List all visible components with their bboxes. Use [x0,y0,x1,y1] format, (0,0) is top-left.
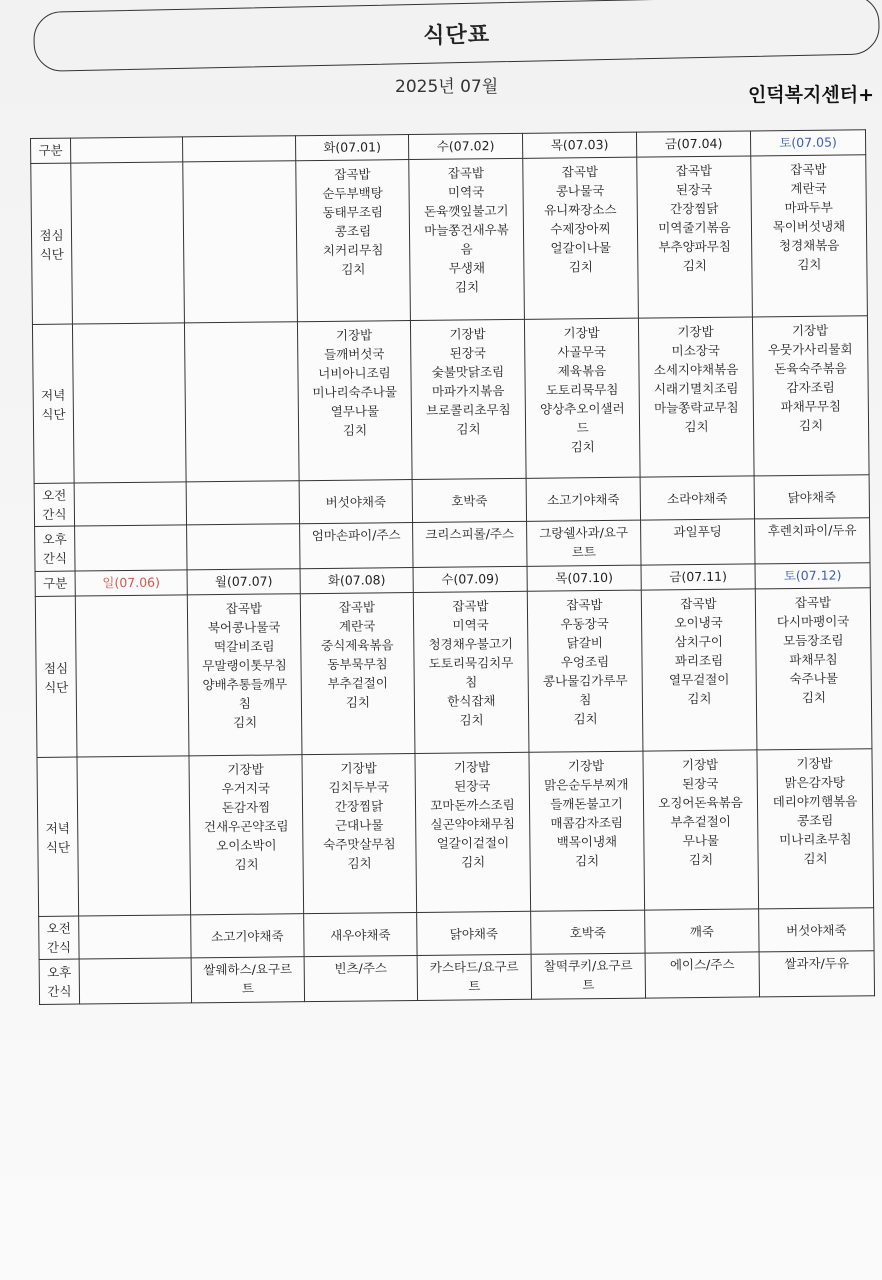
menu-item: 무생채 [448,260,486,276]
menu-item: 르트 [571,544,597,560]
am-cell-wed [417,911,531,955]
dinner-cell-fri [638,317,754,477]
menu-item: 꽈리조림 [674,652,724,669]
dinner-cell-sat [757,749,874,909]
am-cell-fri [645,909,759,953]
menu-item: 김치 [570,439,595,455]
lunch-cell-wed [409,158,525,320]
menu-item: 닭갈비 [566,635,604,651]
dinner-cell-thu [524,318,640,478]
menu-item: 깨죽 [689,923,714,939]
menu-item: 콩나물김가루무 [542,672,628,689]
menu-item: 청경채볶음 [778,237,840,254]
menu-item: 잡곡밥 [452,598,489,614]
pm-cell-thu [527,520,641,566]
pm-row [39,951,874,1005]
am-cell-thu [531,910,645,954]
row-label-text: 간식 [46,939,72,955]
pm-cell-fri [645,952,759,998]
am-cell-fri [640,476,754,520]
menu-item: 양상추오이샐러 [540,400,625,417]
am-cell-thu [526,477,640,521]
am-cell-mon [191,914,304,958]
date-header-sat: 토(07.05) [750,130,865,156]
menu-item: 김치 [684,418,709,435]
date-header-tue: 화(07.01) [295,135,408,161]
menu-item: 된장국 [675,181,713,198]
pm-cell-sun [79,958,191,1004]
menu-item: 돈감자찜 [221,799,271,816]
menu-item: 수제장아찌 [550,220,611,237]
menu-item: 잡곡밥 [794,594,832,611]
menu-item: 기장밥 [567,758,605,774]
pm-cell-tue [304,955,417,1001]
menu-item: 북어콩나물국 [207,619,281,636]
menu-item: 맑은감자탕 [784,774,846,791]
am-cell-tue [304,912,417,956]
row-label-text: 식단 [44,679,69,695]
menu-item: 한식잡채 [447,693,496,709]
menu-item: 콩나물국 [555,182,605,199]
am-cell-wed [412,478,526,522]
menu-item: 김치 [574,853,600,869]
lunch-label [31,163,73,324]
row-label-text: 식단 [41,406,66,422]
menu-item: 모듬장조림 [783,632,844,649]
dinner-cell-wed [415,752,531,912]
menu-item: 떡갈비조림 [214,638,275,655]
menu-item: 새우야채죽 [330,926,391,943]
date-header-thu: 목(07.10) [527,565,641,591]
row-label-text: 식단 [45,839,71,855]
menu-item: 김치 [342,422,368,438]
pm-cell-mon [187,524,300,570]
menu-item: 소고기야채죽 [547,491,620,508]
menu-item: 기장밥 [340,760,377,776]
row-label-text: 저녁 [45,820,70,836]
menu-item: 마파가지볶음 [431,383,505,399]
menu-item: 잡곡밥 [225,600,263,616]
menu-item: 동부묵무침 [327,656,388,672]
menu-item: 쌀웨하스/요구르 [203,961,293,978]
pm-cell-sat [755,518,870,564]
row-label-text: 오전 [42,487,67,503]
dinner-row [37,749,874,917]
menu-item: 김치 [456,421,481,437]
menu-item: 쌀과자/두유 [784,955,850,972]
dinner-cell-mon [184,322,299,482]
menu-item: 돈육깻잎불고기 [423,202,509,219]
menu-item: 잡곡밥 [561,164,599,180]
menu-item: 브로콜리초무침 [426,401,511,418]
menu-item: 김치 [803,850,828,866]
menu-item: 카스타드/요구르 [429,958,519,975]
menu-item: 실곤약야채무침 [430,815,516,832]
menu-item: 간장찜닭 [334,798,384,814]
menu-item: 기장밥 [791,322,829,339]
dinner-cell-fri [643,750,759,910]
meal-table [30,129,875,1005]
menu-item: 동태무조림 [322,204,384,220]
lunch-cell-fri [637,156,753,318]
date-header-sun: 일(07.06) [75,570,187,596]
menu-item: 트 [241,980,255,996]
menu-item: 트 [582,977,595,993]
menu-item: 부추겉절이 [327,675,388,691]
lunch-label [35,596,77,757]
dinner-cell-sat [752,316,869,476]
menu-item: 치커리무침 [322,242,384,258]
menu-item: 김치 [345,694,371,710]
menu-item: 오이냉국 [674,614,723,631]
pm-cell-wed [417,954,531,1000]
am-cell-sat [759,908,874,952]
menu-item: 숙주맛살무침 [323,836,396,852]
gubun-label: 구분 [35,571,75,596]
menu-item: 우엉조림 [560,653,610,670]
date-header-mon: 월(07.07) [187,569,300,595]
row-label-text: 간식 [47,983,72,999]
dinner-row [32,316,869,484]
menu-item: 김치 [341,261,366,277]
menu-item: 도토리묵김치무 [428,654,514,671]
date-header-wed: 수(07.02) [408,133,522,159]
menu-item: 트 [468,978,481,994]
menu-item: 무나물 [682,832,720,849]
pm-cell-thu [531,953,645,999]
menu-item: 삼치구이 [674,633,724,650]
menu-item: 된장국 [682,775,719,792]
menu-item: 얼갈이나물 [550,239,611,256]
menu-item: 오징어돈육볶음 [658,794,743,811]
lunch-cell-tue [296,160,411,322]
pm-cell-mon [191,957,304,1003]
lunch-cell-mon [183,161,298,323]
menu-item: 미역국 [452,617,489,633]
menu-item: 미나리초무침 [779,831,852,848]
date-header-sat: 토(07.12) [755,563,870,589]
menu-item: 김치 [797,256,822,272]
menu-item: 시래기멸치조림 [653,380,739,397]
menu-item: 기장밥 [453,759,491,775]
menu-item: 김치 [573,711,598,727]
menu-item: 침 [579,692,592,708]
menu-item: 소세지야채볶음 [653,361,739,378]
month-subtitle: 2025년 07월 [395,77,499,97]
row-label-text: 점심 [39,227,64,243]
lunch-cell-thu [523,157,639,319]
lunch-cell-fri [641,589,757,751]
date-header-wed: 수(07.09) [413,566,527,592]
menu-item: 김치 [568,259,594,275]
date-header-mon [182,136,295,162]
menu-item: 후렌치파이/두유 [767,522,857,539]
dinner-cell-sun [72,323,186,483]
menu-item: 에이스/주스 [669,956,735,973]
menu-item: 마늘쫑락교무침 [654,399,739,416]
menu-item: 근대나물 [334,817,384,833]
menu-item: 마늘쫑건새우볶 [424,221,509,238]
menu-item: 김치 [798,417,824,433]
menu-item: 감자조림 [786,379,835,396]
menu-item: 마파두부 [784,199,834,216]
menu-item: 데리야끼햄볶음 [772,793,858,810]
menu-item: 사골무국 [557,343,607,360]
menu-item: 양배추통들깨무 [202,676,288,693]
menu-item: 매콤감자조림 [550,814,623,831]
menu-item: 꼬마돈까스조림 [430,796,515,813]
menu-item: 김치 [460,854,486,870]
menu-item: 콩조림 [796,812,834,829]
lunch-cell-sun [75,595,189,757]
menu-item: 기장밥 [677,323,714,340]
menu-item: 너비아니조림 [318,365,391,381]
menu-item: 무말랭이톳무침 [202,657,287,674]
menu-item: 잡곡밥 [675,162,713,179]
pm-cell-sat [759,951,874,997]
am-cell-sun [79,915,191,959]
menu-item: 김치 [454,279,480,295]
menu-item: 잡곡밥 [680,595,717,612]
menu-item: 된장국 [454,778,491,794]
menu-item: 부추겉절이 [670,813,731,830]
menu-item: 순두부백탕 [322,185,383,201]
menu-item: 침 [238,695,252,711]
dinner-cell-wed [410,319,526,479]
date-header-thu: 목(07.03) [522,132,636,158]
pm-cell-wed [413,521,527,567]
gubun-label: 구분 [31,138,71,163]
menu-item: 과일푸딩 [673,523,722,540]
menu-item: 콩조림 [334,223,372,239]
menu-item: 다시마팽이국 [776,613,850,630]
menu-item: 돈육숙주볶음 [774,360,847,377]
dinner-cell-tue [302,754,417,914]
pm-cell-tue [300,523,413,569]
dinner-cell-sun [77,756,191,916]
menu-item: 김치 [234,856,259,872]
title-frame [33,0,880,72]
menu-item: 기장밥 [796,755,833,772]
menu-item: 닭야채죽 [787,489,837,505]
menu-item: 건새우곤약조림 [203,818,289,835]
row-label-text: 오후 [42,531,67,547]
menu-item: 간장찜닭 [670,200,719,217]
menu-item: 제육볶음 [557,362,607,379]
dinner-cell-mon [189,755,304,915]
menu-item: 유니짜장소스 [543,201,617,218]
menu-item: 백목이냉채 [556,833,618,850]
menu-item: 숙주나물 [789,670,838,687]
pm-label [35,526,75,571]
menu-item: 숯불맛닭조림 [431,364,505,380]
am-cell-mon [186,481,299,525]
menu-item: 드 [576,420,589,436]
lunch-cell-sat [755,588,872,750]
menu-item: 얼갈이겉절이 [436,835,510,851]
row-label-text: 점심 [43,660,69,676]
menu-item: 김치두부국 [328,779,390,795]
lunch-cell-wed [413,591,529,753]
center-name: 인덕복지센터+ [747,84,874,106]
menu-item: 버섯야채죽 [325,493,387,510]
menu-item: 들깨돈불고기 [550,795,623,812]
menu-item: 크리스피롤/주스 [425,525,515,542]
am-label [34,483,74,526]
dinner-cell-thu [529,751,645,911]
menu-item: 김치 [801,689,827,705]
menu-item: 계란국 [790,180,827,197]
row-label-text: 오전 [46,920,71,936]
menu-item: 미역국 [447,184,485,200]
menu-item: 호박죽 [569,924,607,940]
lunch-cell-mon [187,594,302,756]
menu-item: 잡곡밥 [566,597,603,613]
date-header-fri: 금(07.11) [641,564,755,590]
menu-item: 열무겉절이 [668,671,730,688]
menu-item: 된장국 [449,345,486,361]
menu-item: 청경채우불고기 [428,635,514,652]
menu-item: 들깨버섯국 [324,346,385,362]
page-title: 식단표 [422,21,491,49]
menu-item: 침 [465,674,478,690]
am-cell-sun [74,482,186,526]
pm-cell-fri [641,519,755,565]
menu-item: 미나리숙주나물 [312,384,398,401]
menu-item: 파채무무침 [780,398,842,415]
menu-item: 맑은순두부찌개 [543,776,629,793]
dinner-label [37,757,79,916]
lunch-cell-sat [751,155,868,317]
dinner-cell-tue [297,321,412,481]
date-header-fri: 금(07.04) [636,131,750,157]
date-header-sun [71,137,183,163]
menu-item: 호박죽 [451,492,488,509]
menu-item: 미소장국 [671,342,720,359]
menu-item: 계란국 [338,618,376,634]
menu-item: 기장밥 [449,326,486,342]
row-label-text: 간식 [42,550,68,566]
menu-item: 오이소박이 [216,837,277,854]
menu-item: 열무나물 [330,403,380,419]
pm-label [39,959,79,1004]
menu-item: 도토리묵무침 [545,381,619,398]
lunch-row [31,155,868,325]
menu-item: 기장밥 [563,325,600,341]
menu-item: 김치 [459,712,484,728]
menu-item: 기장밥 [335,327,373,343]
row-label-text: 저녁 [41,387,66,403]
menu-item: 버섯야채죽 [786,921,847,938]
menu-item: 김치 [688,851,714,868]
menu-item: 중식제육볶음 [321,637,394,653]
row-label-text: 식단 [39,246,64,262]
menu-item: 엄마손파이/주스 [311,527,401,544]
menu-item: 목이버섯냉채 [772,218,846,235]
dinner-label [32,324,74,483]
menu-item: 소라야채죽 [667,490,728,506]
lunch-cell-tue [300,593,415,755]
lunch-row [35,588,872,758]
menu-item: 그랑쉘사과/요구 [539,524,629,541]
menu-item: 기장밥 [681,756,719,773]
menu-item: 찰떡쿠키/요구르 [543,957,633,974]
menu-item: 김치 [687,690,712,707]
menu-item: 우뭇가사리물회 [767,341,853,358]
menu-item: 잡곡밥 [334,166,371,182]
meal-sheet [30,129,874,1005]
menu-item: 우동장국 [560,615,609,632]
menu-item: 잡곡밥 [338,599,376,615]
menu-item: 부추양파무침 [658,238,731,255]
row-label-text: 오후 [47,964,72,980]
menu-item: 잡곡밥 [790,161,827,178]
menu-item: 음 [460,241,473,257]
menu-item: 미역줄기볶음 [658,219,731,236]
menu-item: 닭야채죽 [449,925,499,942]
lunch-cell-thu [527,590,643,752]
menu-item: 파채무침 [789,651,838,668]
menu-item: 잡곡밥 [447,165,485,181]
lunch-cell-sun [71,162,185,324]
row-label-text: 간식 [42,506,67,522]
pm-cell-sun [75,525,187,571]
menu-item: 빈츠/주스 [334,960,388,976]
menu-item: 기장밥 [227,761,264,777]
menu-item: 김치 [682,257,708,274]
menu-item: 우거지국 [221,780,271,797]
date-header-tue: 화(07.08) [300,568,413,594]
am-cell-sat [754,475,869,519]
menu-item: 김치 [347,855,372,871]
menu-item: 김치 [232,714,258,730]
am-label [39,916,79,959]
menu-item: 소고기야채죽 [211,927,284,944]
am-cell-tue [299,480,412,524]
